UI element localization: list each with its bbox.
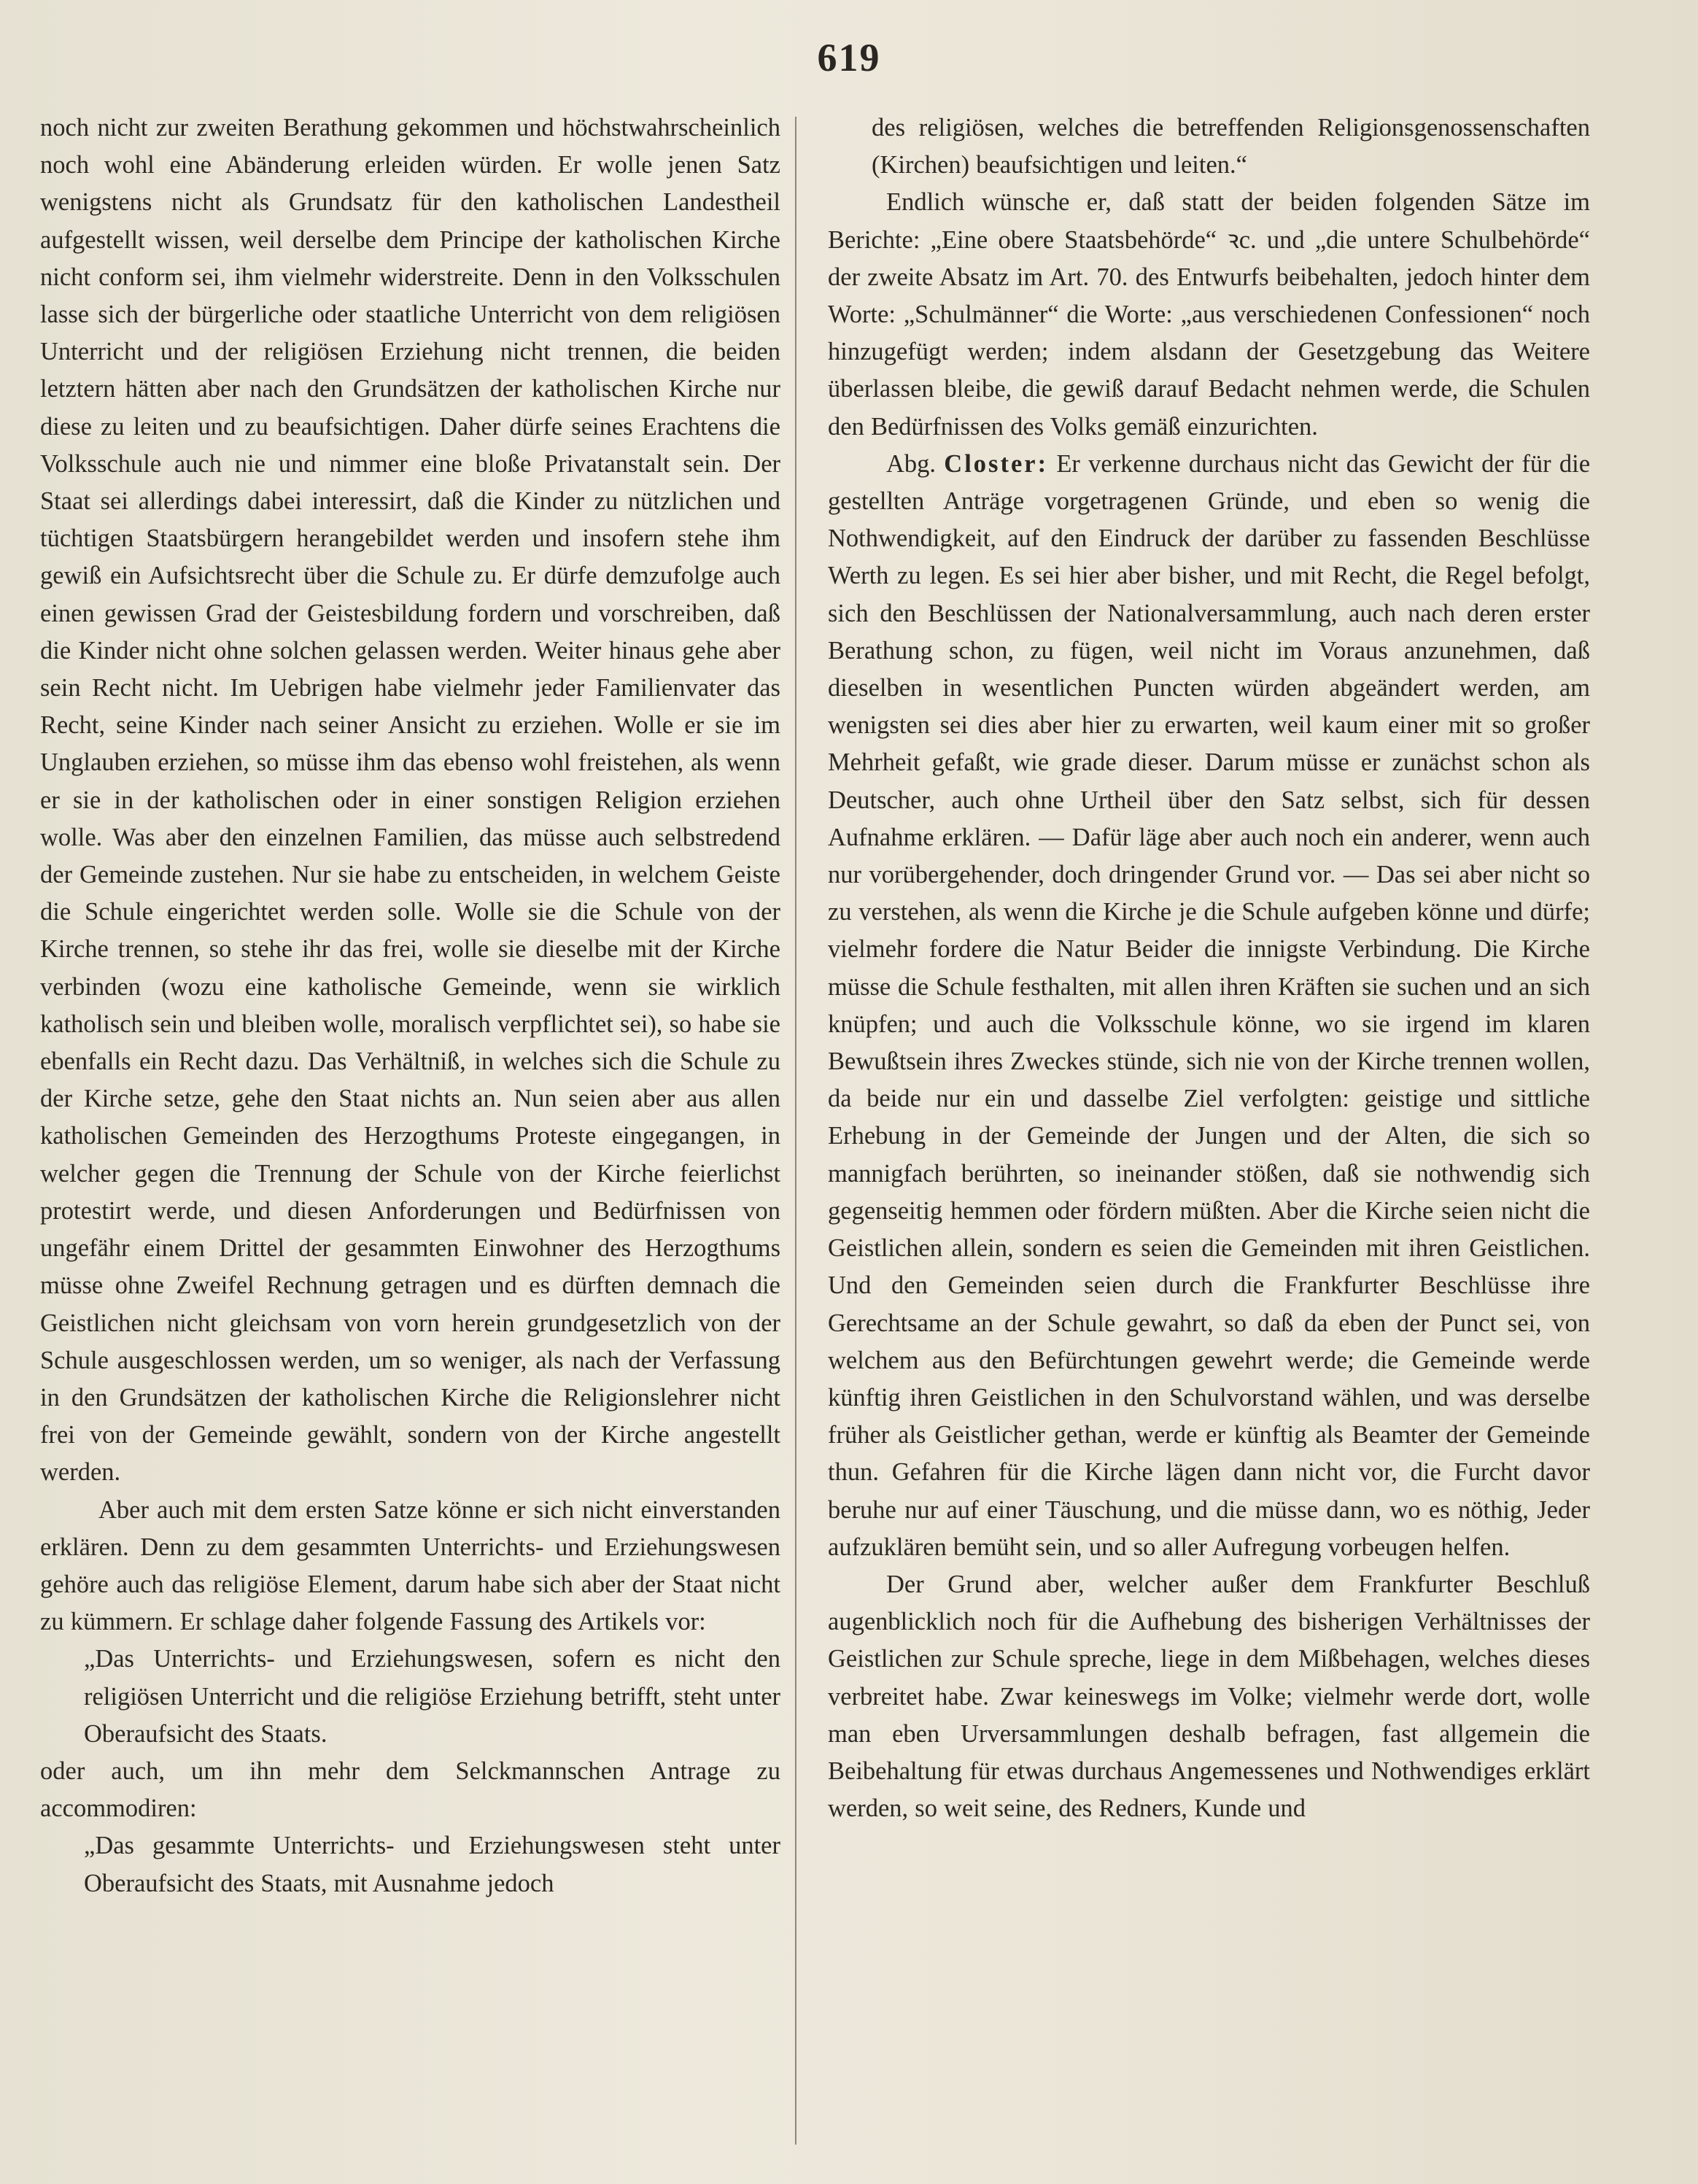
page-number: 619	[817, 36, 881, 80]
speaker-prefix: Abg.	[886, 449, 937, 478]
paragraph	[84, 1641, 780, 1753]
right-column	[828, 109, 1590, 1827]
paragraph	[40, 1492, 780, 1641]
paragraph	[40, 1753, 780, 1827]
paragraph-text: Endlich wünsche er, daß statt der beiden folgenden Sätze im Berichte: „Eine obere Staatsbehörde“ ꝛc. und „die untere Schulbehörde“ der zweite Absatz im Art. 70. des Entwurfs beibehalten, jedoch hinter dem Worte: „Schulmänner“ die Worte: „aus verschiedenen Confessionen“ noch hinzugefügt werden; indem alsdann der Gesetzgebung das Weitere überlassen bleibe, die gewiß darauf Bedacht nehmen werde, die Schulen den Bedürfnissen des Volks gemäß einzurichten.	[828, 188, 1590, 441]
paragraph-text: des religiösen, welches die betreffenden Religionsgenossenschaften (Kirchen) beaufsichtigen und leiten.“	[872, 114, 1590, 179]
paragraph-text: Der Grund aber, welcher außer dem Frankfurter Beschluß augenblicklich noch für die Aufhebung des bisherigen Verhältnisses der Geistlichen zur Schule spreche, liege in dem Mißbehagen, welches dieses verbreitet habe. Zwar keineswegs im Volke; vielmehr werde dort, wolle man eben Urversammlungen deshalb befragen, fast allgemein die Beibehaltung für etwas durchaus Angemessenes und Nothwendiges erklärt werden, so weit seine, des Redners, Kunde und	[828, 1570, 1590, 1823]
paragraph	[40, 109, 780, 1492]
paragraph	[828, 184, 1590, 445]
speaker-name: Closter:	[944, 449, 1049, 478]
paragraph	[84, 1827, 780, 1902]
paragraph	[872, 109, 1590, 184]
paragraph	[828, 1566, 1590, 1827]
paragraph-text: noch nicht zur zweiten Berathung gekommen und höchstwahrscheinlich noch wohl eine Abänderung erleiden würden. Er wolle jenen Satz wenigstens nicht als Grundsatz für den katholischen Landestheil aufgestellt wissen, weil derselbe dem Principe der katholischen Kirche nicht conform sei, ihm vielmehr widerstreite. Denn in den Volksschulen lasse sich der bürgerliche oder staatliche Unterricht von dem religiösen Unterricht und der religiösen Erziehung nicht trennen, die beiden letztern hätten aber nach den Grundsätzen der katholischen Kirche nur diese zu leiten und zu beaufsichtigen. Daher dürfe seines Erachtens die Volksschule auch nie und nimmer eine bloße Privatanstalt sein. Der Staat sei allerdings dabei interessirt, daß die Kinder zu nützlichen und tüchtigen Staatsbürgern herangebildet werden und insofern stehe ihm gewiß ein Aufsichtsrecht über die Schule zu. Er dürfe demzufolge auch einen gewissen Grad der Geistesbildung fordern und vorschreiben, daß die Kinder nicht ohne solchen gelassen werden. Weiter hinaus gehe aber sein Recht nicht. Im Uebrigen habe vielmehr jeder Familienvater das Recht, seine Kinder nach seiner Ansicht zu erziehen. Wolle er sie im Unglauben erziehen, so müsse ihm das ebenso wohl freistehen, als wenn er sie in der katholischen oder in einer sonstigen Religion erziehen wolle. Was aber den einzelnen Familien, das müsse auch selbstredend der Gemeinde zustehen. Nur sie habe zu entscheiden, in welchem Geiste die Schule eingerichtet werden solle. Wolle sie die Schule von der Kirche trennen, so stehe ihr das frei, wolle sie dieselbe mit der Kirche verbinden (wozu eine katholische Gemeinde, wenn sie wirklich katholisch sein und bleiben wolle, moralisch verpflichtet sei), so habe sie ebenfalls ein Recht dazu. Das Verhältniß, in welches sich die Schule zu der Kirche setze, gehe den Staat nichts an. Nun seien aber aus allen katholischen Gemeinden des Herzogthums Proteste eingegangen, in welcher gegen die Trennung der Schule von der Kirche feierlichst protestirt werde, und diesen Anforderungen und Bedürfnissen von ungefähr einem Drittel der gesammten Einwohner des Herzogthums müsse ohne Zweifel Rechnung getragen und es dürften demnach die Geistlichen nicht gleichsam von vorn herein grundgesetzlich von der Schule ausgeschlossen werden, um so weniger, als nach der Verfassung in den Grundsätzen der katholischen Kirche die Religionslehrer nicht frei von der Gemeinde gewählt, sondern von der Kirche angestellt werden.	[40, 114, 780, 1487]
paragraph-text: „Das Unterrichts- und Erziehungswesen, sofern es nicht den religiösen Unterricht und die religiöse Erziehung betrifft, steht unter Oberaufsicht des Staats.	[84, 1645, 780, 1748]
paragraph	[828, 446, 1590, 1566]
paragraph-text: „Das gesammte Unterrichts- und Erziehungswesen steht unter Oberaufsicht des Staats, mit Ausnahme jedoch	[84, 1832, 780, 1897]
paragraph-text: Er verkenne durchaus nicht das Gewicht der für die gestellten Anträge vorgetragenen Gründe, und eben so wenig die Nothwendigkeit, auf den Eindruck der darüber zu fassenden Beschlüsse Werth zu legen. Es sei hier aber bisher, und mit Recht, die Regel befolgt, sich den Beschlüssen der Nationalversammlung, auch nach deren erster Berathung schon, zu fügen, weil nicht im Voraus anzunehmen, daß dieselben in wesentlichen Puncten würden abgeändert werden, am wenigsten sei dies aber hier zu erwarten, weil kaum einer mit so großer Mehrheit gefaßt, wie grade dieser. Darum müsse er zunächst schon als Deutscher, auch ohne Urtheil über den Satz selbst, sich für dessen Aufnahme erklären. — Dafür läge aber auch noch ein anderer, wenn auch nur vorübergehender, doch dringender Grund vor. — Das sei aber nicht so zu verstehen, als wenn die Kirche je die Schule aufgeben könne und dürfe; vielmehr fordere die Natur Beider die innigste Verbindung. Die Kirche müsse die Schule festhalten, mit allen ihren Kräften sie suchen und an sich knüpfen; und auch die Volksschule könne, wo sie irgend im klaren Bewußtsein ihres Zweckes stünde, sich nie von der Kirche trennen wollen, da beide nur ein und dasselbe Ziel verfolgten: geistige und sittliche Erhebung in der Gemeinde der Jungen und der Alten, die sich so mannigfach berührten, so ineinander stößen, daß sie nothwendig sich gegenseitig hemmen oder fördern müßten. Aber die Kirche seien nicht die Geistlichen allein, sondern es seien die Gemeinden mit ihren Geistlichen. Und den Gemeinden seien durch die Frankfurter Beschlüsse ihre Gerechtsame an der Schule gewahrt, so daß da eben der Punct sei, von welchem aus den Befürchtungen gewehrt werde; die Gemeinde werde künftig ihren Geistlichen in den Schulvorstand wählen, und was derselbe früher als Geistlicher gethan, werde er künftig als Beamter der Gemeinde thun. Gefahren für die Kirche lägen dann nicht vor, die Furcht davor beruhe nur auf einer Täuschung, und die müsse dann, wo es nöthig, Jeder aufzuklären bemüht sein, und so aller Aufregung vorbeugen helfen.	[828, 449, 1591, 1561]
paragraph-text: oder auch, um ihn mehr dem Selckmannschen Antrage zu accommodiren:	[40, 1757, 780, 1823]
paragraph-text: Aber auch mit dem ersten Satze könne er sich nicht einverstanden erklären. Denn zu dem gesammten Unterrichts- und Erziehungswesen gehöre auch das religiöse Element, darum habe sich aber der Staat nicht zu kümmern. Er schlage daher folgende Fassung des Artikels vor:	[40, 1495, 780, 1636]
left-column	[40, 109, 780, 1902]
column-divider	[795, 117, 796, 2145]
